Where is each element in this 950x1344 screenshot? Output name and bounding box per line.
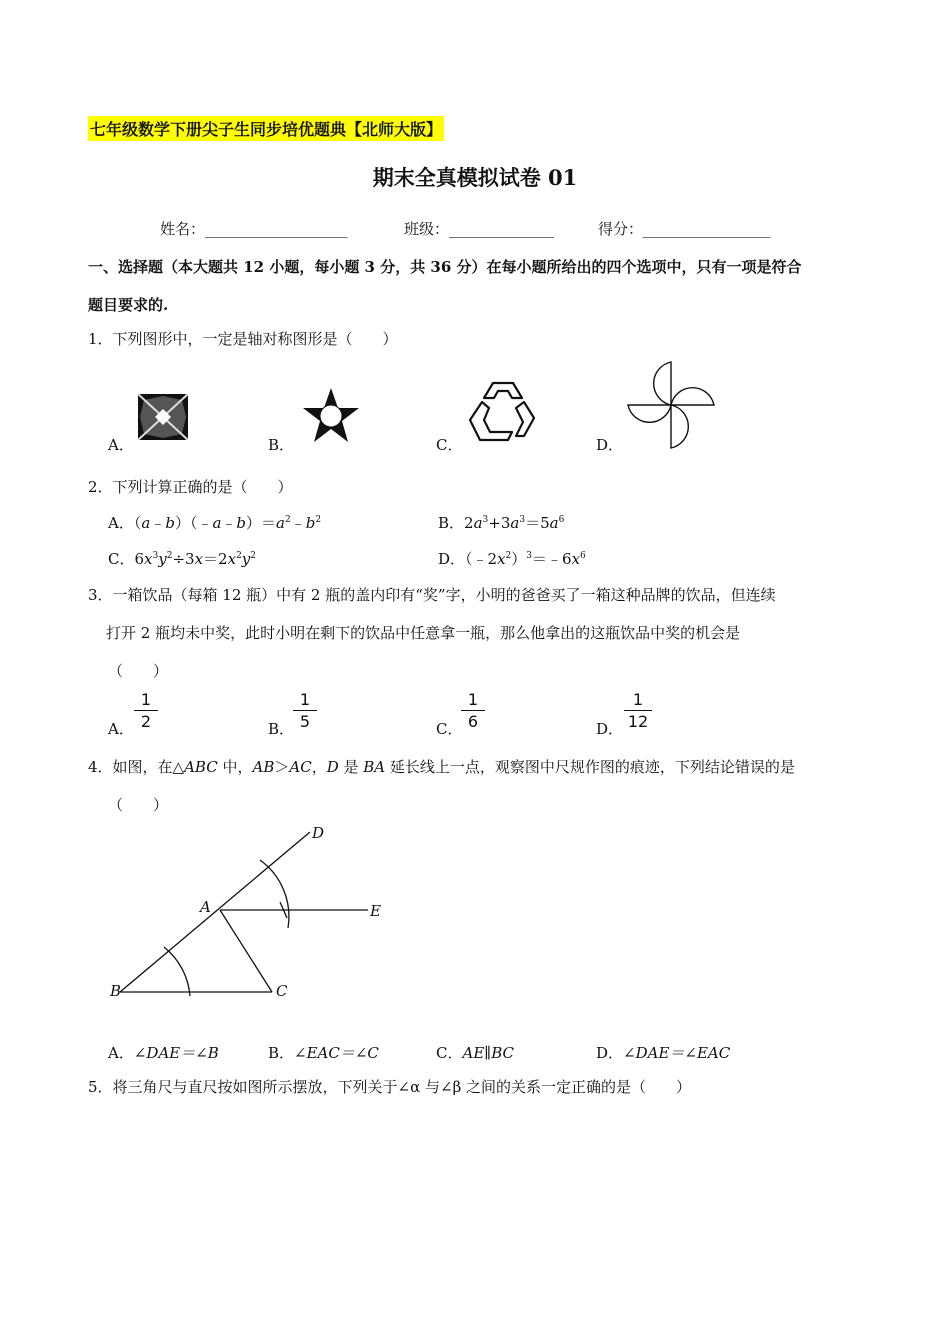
q3-option-c-denominator: 6: [467, 712, 479, 731]
q1-option-b-label: B．: [268, 436, 295, 454]
q4-geometry-figure: [100, 820, 400, 1010]
q1-figure-d: [626, 360, 716, 450]
q2-option-b: [438, 512, 564, 533]
q3-option-c-numerator: 1: [461, 690, 485, 711]
q2-option-d-expr: $(﹣2x^2)^3=﹣6x^6$: [465, 550, 586, 568]
q3-option-d-numerator: 1: [624, 690, 652, 711]
q2-option-b-expr: $2a^3+3a^3=5a^6$: [464, 514, 565, 532]
q3-option-a-label: A．: [108, 720, 134, 738]
q4-stem-d: D: [326, 758, 339, 776]
q3-option-c-label: C．: [436, 720, 463, 738]
q2-option-b-label: B．: [438, 514, 465, 532]
q4-stem-line2: （ ）: [108, 796, 169, 814]
q3-stem-line1: 3．一箱饮品（每箱 12 瓶）中有 2 瓶的盖内印有“奖”字，小明的爸爸买了一箱这种品牌的饮品，但连续: [88, 586, 776, 604]
header-tag: 七年级数学下册尖子生同步培优题典【北师大版】: [88, 116, 444, 141]
q4-option-c: [436, 1042, 514, 1063]
label-c: C: [276, 982, 288, 1000]
name-field: 姓名：___________________: [160, 220, 348, 238]
q2-stem: 2．下列计算正确的是（ ）: [88, 478, 293, 496]
q5-stem: 5．将三角尺与直尺按如图所示摆放，下列关于∠α 与∠β 之间的关系一定正确的是（ ）: [88, 1078, 692, 1096]
q2-option-a-label: A．: [108, 514, 134, 532]
q2-option-d-label: D．: [438, 550, 466, 568]
q1-figure-b: [300, 386, 362, 446]
q2-option-c-label: C．: [108, 550, 135, 568]
q4-option-a-text: ∠DAE＝∠B: [133, 1044, 219, 1062]
q4-stem-rest: 延长线上一点，观察图中尺规作图的痕迹，下列结论错误的是: [385, 758, 795, 776]
q4-option-a-label: A．: [108, 1044, 134, 1062]
q3-option-b-denominator: 5: [299, 712, 311, 731]
q1-figure-c: [466, 380, 540, 446]
section-heading-line2: 题目要求的.: [88, 296, 169, 314]
q3-option-b-fraction: [293, 690, 317, 731]
q4-option-b: [268, 1042, 379, 1063]
q4-option-d: [596, 1042, 730, 1063]
q3-option-a-numerator: 1: [134, 690, 158, 711]
q3-option-c-fraction: [461, 690, 485, 731]
q1-stem: 1．下列图形中，一定是轴对称图形是（ ）: [88, 330, 398, 348]
q3-option-d-fraction: [624, 690, 652, 731]
q3-option-b-numerator: 1: [293, 690, 317, 711]
q3-option-a-fraction: [134, 690, 158, 731]
q3-option-b-label: B．: [268, 720, 295, 738]
score-field: 得分：_________________: [598, 220, 771, 238]
q3-option-d-label: D．: [596, 720, 624, 738]
section-heading-line1: 一、选择题（本大题共 12 小题，每小题 3 分，共 36 分）在每小题所给出的四个选项中，只有一项是符合: [88, 258, 802, 276]
q3-stem-line2: 打开 2 瓶均未中奖，此时小明在剩下的饮品中任意拿一瓶，那么他拿出的这瓶饮品中奖的机会是: [106, 624, 741, 642]
q4-stem-ac: AC: [289, 758, 312, 776]
q4-stem-pre: 4．如图，在△: [88, 758, 185, 776]
q2-option-a: [108, 512, 321, 533]
q2-option-a-expr: $(a﹣b)(﹣a﹣b)=a^2﹣b^2$: [133, 514, 322, 532]
q4-option-c-text: AE∥BC: [462, 1044, 514, 1062]
q1-option-d-label: D．: [596, 436, 624, 454]
q2-option-c: [108, 548, 256, 569]
page-title: 期末全真模拟试卷 01: [372, 165, 578, 190]
class-field: 班级：______________: [404, 220, 555, 238]
q4-option-c-label: C．: [436, 1044, 463, 1062]
label-b: B: [110, 982, 122, 1000]
label-d: D: [312, 824, 325, 842]
q4-stem-is: 是: [338, 758, 364, 776]
q4-stem-mid: 中，: [217, 758, 253, 776]
arc-at-b: [164, 947, 190, 996]
q4-option-b-text: ∠EAC＝∠C: [294, 1044, 379, 1062]
q4-option-a: [108, 1042, 219, 1063]
q4-stem-ab: AB: [252, 758, 275, 776]
q4-stem-line1: [88, 756, 795, 777]
q4-stem-comma: ，: [311, 758, 327, 776]
q4-option-d-label: D．: [596, 1044, 624, 1062]
q1-figure-a: [136, 392, 190, 442]
line-ac: [220, 910, 272, 992]
q4-stem-gt: ＞: [274, 758, 290, 776]
q3-option-d-denominator: 12: [627, 712, 649, 731]
label-e: E: [370, 902, 381, 920]
q3-stem-line3: （ ）: [108, 662, 169, 680]
q2-option-c-expr: $6x^3y^2\div 3x=2x^2y^2$: [134, 550, 257, 568]
q4-option-b-label: B．: [268, 1044, 295, 1062]
q1-option-c-label: C．: [436, 436, 463, 454]
q1-option-a-label: A．: [108, 436, 134, 454]
label-a: A: [200, 898, 211, 916]
line-bd: [120, 832, 310, 992]
q2-option-d: [438, 548, 586, 569]
q3-option-a-denominator: 2: [140, 712, 152, 731]
q4-stem-abc: ABC: [184, 758, 218, 776]
q4-stem-ba: BA: [363, 758, 386, 776]
q4-option-d-text: ∠DAE＝∠EAC: [623, 1044, 731, 1062]
